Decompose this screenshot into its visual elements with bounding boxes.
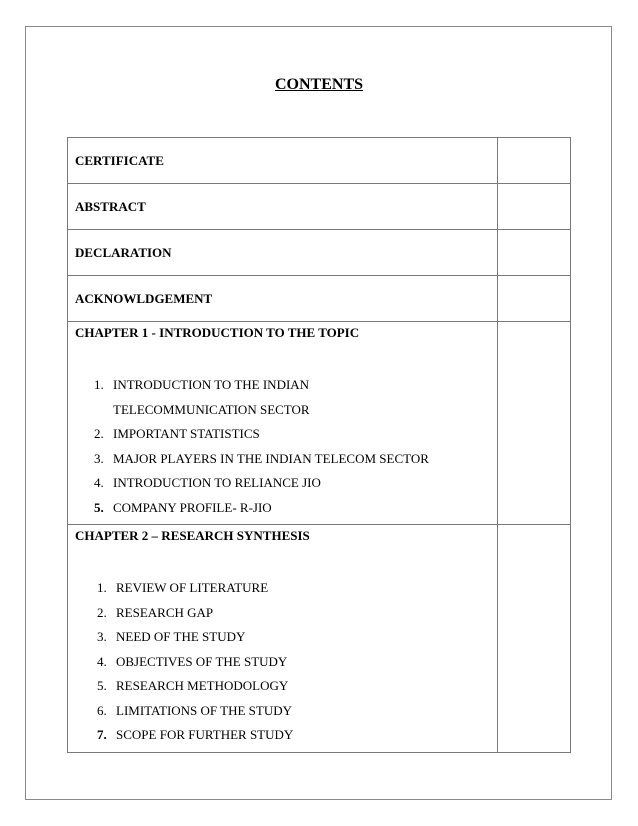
item-number: 7. [97, 727, 107, 742]
item-number: 5. [97, 678, 107, 693]
toc-entry-label: ACKNOWLDGEMENT [68, 276, 498, 322]
list-item [68, 447, 497, 472]
chapter-1-heading: CHAPTER 1 - INTRODUCTION TO THE TOPIC [75, 325, 360, 340]
toc-row-certificate [68, 138, 571, 184]
item-text: COMPANY PROFILE- R-JIO [113, 499, 272, 515]
list-item [68, 625, 497, 650]
toc-row-declaration [68, 230, 571, 276]
item-text: INTRODUCTION TO THE INDIAN [113, 377, 310, 392]
item-number: 5. [94, 499, 104, 515]
item-number: 3. [94, 450, 104, 466]
item-number: 6. [97, 702, 107, 718]
item-text: RESEARCH GAP [116, 604, 214, 620]
item-text: INTRODUCTION TO RELIANCE JIO [113, 475, 321, 490]
item-text: OBJECTIVES OF THE STUDY [116, 653, 288, 669]
page-title: CONTENTS [274, 76, 364, 93]
item-number: 2. [97, 604, 107, 620]
toc-entry-label: ABSTRACT [68, 184, 498, 230]
toc-page-number [498, 230, 571, 276]
item-number: 2. [94, 426, 104, 441]
list-item [68, 601, 497, 626]
list-item [68, 373, 497, 398]
contents-table [67, 137, 571, 753]
list-item-continuation [68, 398, 497, 423]
toc-entry-label: DECLARATION [68, 230, 498, 276]
chapter-1-cell [68, 322, 498, 525]
item-text: RESEARCH METHODOLOGY [116, 678, 289, 693]
item-text: IMPORTANT STATISTICS [113, 426, 260, 441]
chapter-1-list [68, 373, 497, 524]
item-number: 4. [97, 653, 107, 669]
list-item [68, 471, 497, 496]
chapter-2-heading: CHAPTER 2 – RESEARCH SYNTHESIS [75, 528, 310, 543]
toc-row-acknowledgement [68, 276, 571, 322]
toc-page-number [498, 322, 571, 525]
item-text: SCOPE FOR FURTHER STUDY [116, 727, 294, 742]
item-number: 3. [97, 629, 107, 644]
list-item [68, 576, 497, 601]
list-item [68, 723, 497, 748]
list-item [68, 650, 497, 675]
toc-row-abstract [68, 184, 571, 230]
list-item [68, 422, 497, 447]
toc-page-number [498, 138, 571, 184]
item-text: MAJOR PLAYERS IN THE INDIAN TELECOM SECTOR [113, 450, 429, 466]
item-text: TELECOMMUNICATION SECTOR [113, 401, 310, 417]
chapter-2-list [68, 576, 497, 752]
toc-page-number [498, 184, 571, 230]
item-text: LIMITATIONS OF THE STUDY [116, 702, 293, 718]
chapter-2-cell [68, 525, 498, 753]
toc-row-chapter-2 [68, 525, 571, 753]
item-text: REVIEW OF LITERATURE [116, 580, 269, 595]
toc-page-number [498, 525, 571, 753]
list-item [68, 674, 497, 699]
item-number: 1. [94, 377, 104, 392]
toc-row-chapter-1 [68, 322, 571, 525]
list-item [68, 496, 497, 521]
item-number: 4. [94, 475, 104, 490]
item-text: NEED OF THE STUDY [116, 629, 246, 644]
list-item [68, 699, 497, 724]
toc-page-number [498, 276, 571, 322]
item-number: 1. [97, 580, 107, 595]
toc-entry-label: CERTIFICATE [68, 138, 498, 184]
